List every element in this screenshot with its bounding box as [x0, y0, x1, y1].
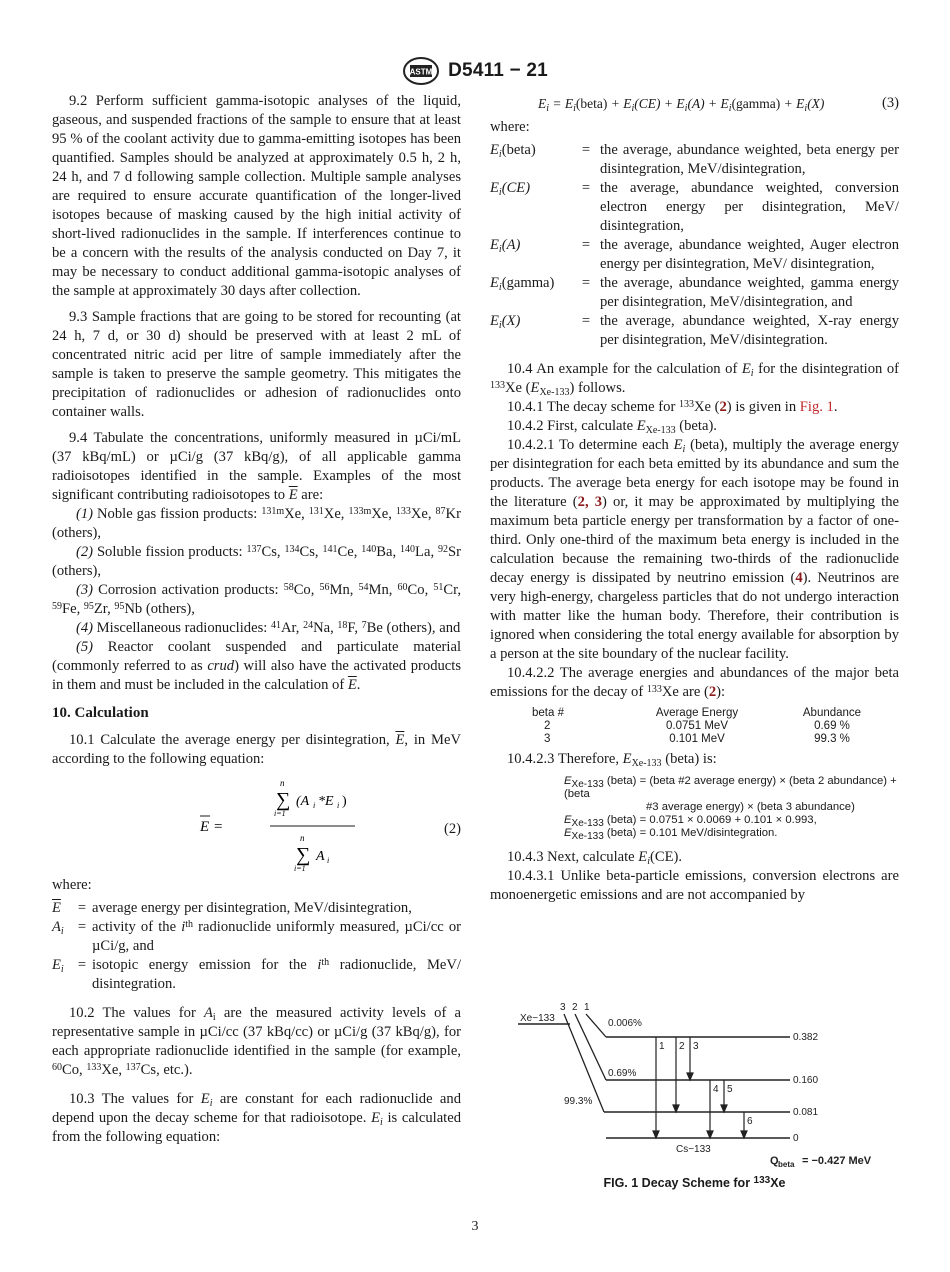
- definition-row: $E_i$ = isotopic energy emission for the $i^{th}$ radionuclide, MeV/ disintegration.: [52, 957, 461, 992]
- gamma-arrowhead: [707, 1131, 713, 1138]
- definition-row: $E_i(A)$ = the average, abundance weighted, Auger electron energy per disintegration, MeV/ disintegration,: [490, 237, 899, 272]
- definitions-table-eq3: [490, 141, 899, 350]
- figure-1-link[interactable]: Fig. 1: [799, 399, 834, 415]
- section-10-4-3-1: 10.4.3.1 Unlike beta-particle emissions, conversion electrons are monoenergetic emissions and are not accompanied by: [490, 868, 899, 903]
- beta-label: 3: [560, 1002, 566, 1013]
- definition-row: $E_i(CE)$ = the average, abundance weighted, conversion electron energy per disintegration, MeV/ disintegration,: [490, 180, 899, 234]
- decay-scheme-diagram: [490, 990, 899, 1180]
- qbeta-subscript: beta: [778, 1160, 795, 1169]
- section-10-heading: 10. Calculation: [52, 705, 149, 721]
- list-item-noble-gas: (1) Noble gas fission products: $^{131m}$Xe, $^{131}$Xe, $^{133m}$Xe, $^{133}$Xe, $^{87}$Kr (others),: [52, 506, 461, 541]
- reference-link[interactable]: 4: [795, 570, 803, 586]
- section-10-4-3: 10.4.3 Next, calculate $E_i(CE)$.: [507, 849, 683, 867]
- page-number: 3: [471, 1219, 479, 1234]
- svg-text:∑: ∑: [276, 789, 291, 811]
- where-label-2: where:: [490, 119, 530, 135]
- branch-percent: 99.3%: [564, 1096, 593, 1107]
- equation-2-formula: [192, 776, 392, 876]
- svg-text:ASTM: ASTM: [409, 67, 433, 77]
- reference-link[interactable]: 2: [577, 494, 585, 510]
- parent-label: Xe−133: [520, 1013, 555, 1024]
- gamma-arrowhead: [673, 1105, 679, 1112]
- gamma-label: 1: [659, 1041, 665, 1052]
- section-10-4-2: 10.4.2 First, calculate $E_{Xe-133}$ (beta).: [507, 418, 717, 436]
- reference-link[interactable]: 2: [708, 684, 717, 700]
- svg-text:i: i: [337, 801, 340, 810]
- svg-text:i=1: i=1: [294, 864, 306, 873]
- gamma-label: 6: [747, 1116, 753, 1127]
- svg-text:A: A: [316, 849, 325, 864]
- gamma-label: 2: [679, 1041, 685, 1052]
- equation-3-number: (3): [881, 95, 899, 111]
- reference-link[interactable]: 3: [594, 494, 603, 510]
- list-item-crud: (5) Reactor coolant suspended and particulate material (commonly referred to as crud) will also have the activated products in them and must be included in the calculation of $\overline{E}$.: [52, 639, 462, 693]
- svg-text:n: n: [300, 833, 305, 843]
- svg-text:n: n: [280, 778, 285, 788]
- gamma-arrowhead: [721, 1105, 727, 1112]
- daughter-label: Cs−133: [676, 1144, 711, 1155]
- table-header-row: beta # Average Energy Abundance: [532, 707, 862, 719]
- qbeta-value: = −0.427 MeV: [802, 1155, 872, 1167]
- section-10-4-2-2: 10.4.2.2 The average energies and abundances of the major beta emissions for the decay of $^{133}$Xe are (2):: [490, 665, 899, 700]
- branch-percent: 0.69%: [608, 1068, 637, 1079]
- beta-branch-1: [586, 1014, 606, 1037]
- beta-branch-2: [575, 1014, 606, 1080]
- equation-3: [490, 94, 899, 118]
- svg-text:(A: (A: [296, 794, 310, 809]
- branch-percent: 0.006%: [608, 1018, 642, 1029]
- svg-text:i=1: i=1: [274, 809, 286, 818]
- document-id: D5411 − 21: [448, 60, 548, 81]
- section-10-4-2-1: 10.4.2.1 To determine each $E_i$ (beta), multiply the average energy per disintegration for each beta emitted by its abundance and sum the products. The average beta energy for each isotope may be found in the literature (2, 3) or, it may be approximated by multiplying the maximum beta particle energy per transformation by a factor of one-third. Only one-third of the maximum beta energy is included in the calculation because the remaining two-thirds of the radionuclide decay energy is dissipated by neutrino emission (4). Neutrinos are very high-energy, chargeless particles that do not undergo interaction with matter like the human body. Therefore, their contribution is ignored when considering the total energy available for absorption by a person at the site boundary of the nuclear facility.: [490, 437, 900, 662]
- svg-text:i: i: [313, 801, 316, 810]
- svg-text:i: i: [327, 856, 330, 865]
- section-10-4-1: 10.4.1 The decay scheme for $^{133}$Xe (2) is given in Fig. 1.: [507, 399, 838, 415]
- table-row: 3 0.101 MeV 99.3 %: [544, 733, 850, 745]
- definition-row: $\overline{E}$ = average energy per disintegration, MeV/disintegration,: [52, 900, 412, 916]
- list-item-miscellaneous: (4) Miscellaneous radionuclides: $^{41}$Ar, $^{24}$Na, $^{18}$F, $^7$Be (others), and: [76, 620, 461, 636]
- gamma-label: 5: [727, 1084, 733, 1095]
- right-column: [490, 94, 899, 905]
- svg-text:=: =: [214, 819, 223, 835]
- equation-2: [52, 776, 461, 876]
- figure-caption: FIG. 1 Decay Scheme for $^{133}$Xe: [603, 1175, 786, 1190]
- list-item-corrosion: (3) Corrosion activation products: $^{58}$Co, $^{56}$Mn, $^{54}$Mn, $^{60}$Co, $^{51}$Cr, $^{59}$Fe, $^{95}$Zr, $^{95}$Nb (others),: [52, 582, 462, 617]
- beta-label: 2: [572, 1002, 578, 1013]
- section-10-2: 10.2 The values for $A_i$ are the measured activity levels of a representative sample in µCi/cc (37 kBq/cc) or µCi/g (37 kBq/g), for each appropriate radionuclide identified in the sample (for example, $^{60}$Co, $^{133}$Xe, $^{137}$Cs, etc.).: [52, 1005, 461, 1078]
- level-energy: 0.081: [793, 1107, 819, 1118]
- gamma-label: 4: [713, 1084, 719, 1095]
- section-10-3: 10.3 The values for $E_i$ are constant for each radionuclide and depend upon the decay scheme for that radioisotope. $E_i$ is calculated from the following equation:: [52, 1091, 461, 1145]
- section-10-4-2-3: 10.4.2.3 Therefore, $E_{Xe-133}$ (beta) is:: [507, 751, 717, 769]
- decay-scheme-figure: [490, 990, 899, 1190]
- reference-link[interactable]: 2: [719, 399, 727, 415]
- gamma-arrowhead: [687, 1073, 693, 1080]
- section-10-1: 10.1 Calculate the average energy per disintegration, $\overline{E}$, in MeV according to the following equation:: [52, 732, 461, 767]
- section-10-4: 10.4 An example for the calculation of $E_i$ for the disintegration of $^{133}$Xe $(E_{Xe-133})$ follows.: [490, 361, 900, 398]
- list-item-soluble-fission: (2) Soluble fission products: $^{137}$Cs, $^{134}$Cs, $^{141}$Ce, $^{140}$Ba, $^{140}$La, $^{92}$Sr (others),: [52, 544, 461, 579]
- svg-text:): ): [342, 794, 347, 809]
- svg-text:*E: *E: [318, 794, 334, 809]
- section-9-3: 9.3 Sample fractions that are going to be stored for recounting (at 24 h, 7 d, or 30 d) should be preserved with at least 2 mL of concentrated nitric acid per litre of sample immediately after the sample is taken to preserve the sample geometry. This mitigates the precipitation of radionuclides or adhesion of radionuclides onto container walls.: [52, 309, 461, 420]
- page-header: [0, 56, 950, 86]
- level-energy: 0.160: [793, 1075, 819, 1086]
- definition-row: $A_i$ = activity of the $i^{th}$ radionuclide uniformly measured, µCi/cc or µCi/g, and: [52, 919, 461, 954]
- gamma-arrowhead: [653, 1131, 659, 1138]
- svg-text:∑: ∑: [296, 844, 311, 866]
- equation-2-number: (2): [443, 821, 461, 837]
- table-row: 2 0.0751 MeV 0.69 %: [544, 720, 850, 732]
- definitions-table-eq2: [52, 899, 461, 994]
- beta-label: 1: [584, 1002, 590, 1013]
- section-9-4: 9.4 Tabulate the concentrations, uniformly measured in µCi/mL (37 kBq/mL) or µCi/g (37 kBq/g), of all applicable gamma radioisotopes identified in the sample. Examples of the most significant contributing radioisotopes to $\overline{E}$ are:: [52, 430, 461, 503]
- level-energy: 0: [793, 1133, 799, 1144]
- beta-calculation: $E_{Xe-133}$ (beta) = (beta #2 average energy) × (beta 2 abundance) + (beta #3 average energy) × (beta 3 abundance) $E_{Xe-133}$ (beta) = 0.0751 × 0.0069 + 0.101 × 0.993, $E_{Xe-133}$ (beta) = 0.101 MeV/disintegration.: [564, 775, 897, 842]
- svg-text:E: E: [200, 819, 210, 835]
- definition-row: $E_i(X)$ = the average, abundance weighted, X-ray energy per disintegration, MeV/disintegration.: [490, 313, 899, 348]
- gamma-arrowhead: [741, 1131, 747, 1138]
- where-label: where:: [52, 877, 92, 893]
- beta-emissions-table: [490, 707, 899, 746]
- gamma-label: 3: [693, 1041, 699, 1052]
- equation-3-formula: $E_i$ = $E_i(beta) + E_i(CE) + E_i(A)$ + $E_i(gamma) + E_i(X)$: [538, 96, 825, 114]
- section-9-2: 9.2 Perform sufficient gamma-isotopic analyses of the liquid, gaseous, and suspended fractions of the sample to ensure that at least 95 % of the coolant activity due to gamma-emitting isotopes has been quantified. Samples should be analyzed at approximately 0.5 h, 2 h, 24 h, and 7 d following sample collection. Multiple sample analyses are required to ensure accurate quantification of the longer-lived isotopes because of masking caused by the high initial activity of short-lived radionuclides in the sample. If interferences continue to be a concern with the results of the analysis conducted on Day 7, it may be necessary to conduct additional gamma-isotopic analyses of the sample at approximately 30 days after collection.: [52, 93, 461, 299]
- left-column: [52, 92, 461, 1154]
- qbeta-symbol: Q: [770, 1155, 779, 1167]
- level-energy: 0.382: [793, 1032, 819, 1043]
- definition-row: $E_i(beta)$ = the average, abundance weighted, beta energy per disintegration, MeV/disintegration,: [490, 142, 899, 177]
- astm-logo-icon: [402, 56, 440, 86]
- definition-row: $E_i(gamma)$ = the average, abundance weighted, gamma energy per disintegration, MeV/disintegration, and: [490, 275, 899, 310]
